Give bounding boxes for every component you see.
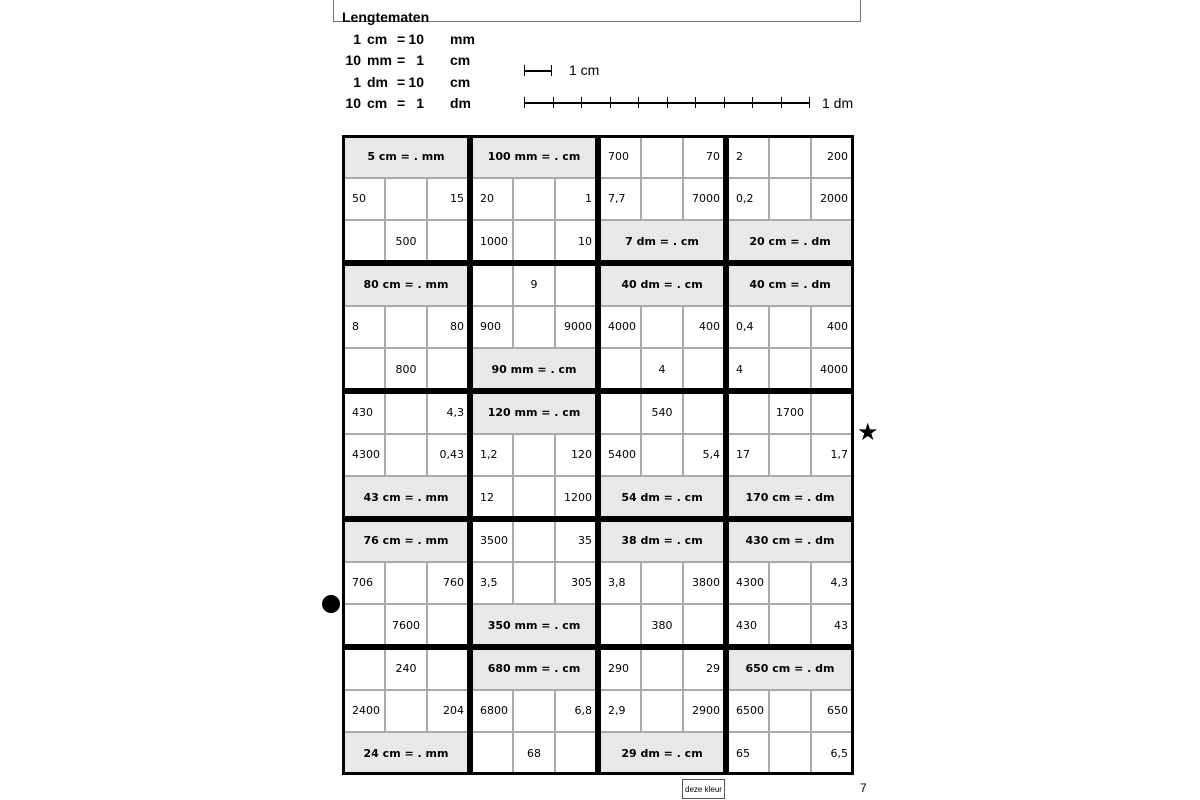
scale-tick [524,65,525,76]
number-cell [470,732,513,775]
number-cell [598,391,641,434]
number-cell [769,690,812,733]
conversion-prompt: 7 dm = . cm [598,220,726,263]
cell-value [770,605,811,646]
cell-value [642,563,683,604]
number-cell [683,604,726,647]
number-cell [555,178,598,221]
cell-value [642,435,683,476]
cell-value: 4 [736,363,743,377]
cell-value: 760 [442,576,464,590]
number-cell [342,220,385,263]
conversion-prompt: 680 mm = . cm [470,647,598,690]
number-cell [513,562,556,605]
cell-value: 17 [736,448,750,462]
equation-row [342,95,492,113]
conversion-prompt: 650 cm = . dm [726,647,854,690]
number-cell [427,391,470,434]
page-title: Lengtematen [342,9,430,25]
cell-value: 2900 [691,704,720,718]
cell-value: 6800 [480,704,508,718]
cell-value [514,691,555,732]
cell-value: 2 [736,149,743,163]
number-cell [513,434,556,477]
cell-value: 65 [736,747,750,761]
equation-row [342,74,492,92]
number-cell [555,690,598,733]
cell-value: 400 [826,320,848,334]
cell-value: 43 [833,619,848,633]
cell-value [514,563,555,604]
eq-unit: cm [450,74,471,90]
number-cell [470,519,513,562]
scale-tick [553,97,554,108]
cell-value: 3,8 [608,576,626,590]
color-legend-box: deze kleur [682,779,725,799]
cell-value: 12 [480,491,494,505]
number-cell [598,178,641,221]
number-cell [641,178,684,221]
number-cell [641,135,684,178]
number-cell [555,220,598,263]
eq-unit: mm [367,52,392,68]
cell-value [770,691,811,732]
conversion-prompt: 100 mm = . cm [470,135,598,178]
cell-value: 5400 [608,448,636,462]
eq-number: 1 [353,74,361,90]
scale-tick [610,97,611,108]
scale-tick [524,97,525,108]
conversion-prompt: 80 cm = . mm [342,263,470,306]
number-cell [598,604,641,647]
number-cell [641,434,684,477]
cell-value: 1000 [480,235,508,249]
number-cell [385,690,428,733]
conversion-prompt: 29 dm = . cm [598,732,726,775]
cell-value [770,349,811,390]
cell-value: 7000 [691,192,720,206]
number-cell [641,690,684,733]
cell-value: 29 [705,661,720,675]
eq-number: 10 [345,95,361,111]
eq-sign: = [397,52,406,68]
page-number: 7 [860,781,867,795]
number-cell [683,178,726,221]
cell-value [386,307,427,348]
cell-value: 500 [395,235,417,249]
scale-1dm-label: 1 dm [822,95,854,111]
number-cell [427,690,470,733]
number-cell [811,562,854,605]
number-cell [683,306,726,349]
conversion-prompt: 24 cm = . mm [342,732,470,775]
cell-value: 3800 [691,576,720,590]
number-cell [513,306,556,349]
cell-value: 7,7 [608,192,626,206]
conversion-prompt: 43 cm = . mm [342,476,470,519]
cell-value: 290 [608,661,629,675]
number-cell [769,135,812,178]
number-cell [811,604,854,647]
number-cell [470,690,513,733]
number-cell [470,476,513,519]
number-cell [427,220,470,263]
cell-value: 4300 [736,576,764,590]
dot-icon [322,595,340,613]
number-cell [470,178,513,221]
scale-tick [809,97,810,108]
number-cell [385,434,428,477]
number-cell [385,306,428,349]
cell-value: 0,2 [736,192,754,206]
number-cell [342,562,385,605]
number-cell [427,178,470,221]
cell-value: 80 [449,320,464,334]
number-cell [598,647,641,690]
number-cell [427,306,470,349]
cell-value [770,307,811,348]
eq-number: 10 [408,31,424,47]
cell-value [642,307,683,348]
conversion-prompt: 40 dm = . cm [598,263,726,306]
cell-value: 2000 [819,192,848,206]
conversion-prompt: 40 cm = . dm [726,263,854,306]
number-cell [385,178,428,221]
cell-value [642,179,683,220]
number-cell [641,647,684,690]
cell-value: 706 [352,576,373,590]
number-cell [811,178,854,221]
number-cell [641,306,684,349]
scale-tick [638,97,639,108]
eq-number: 1 [416,52,424,68]
number-cell [513,220,556,263]
cell-value: 20 [480,192,494,206]
number-cell [385,604,428,647]
star-icon: ★ [857,419,879,446]
conversion-grid [342,135,854,775]
cell-value: 650 [826,704,848,718]
cell-value: 4300 [352,448,380,462]
cell-value [642,691,683,732]
number-cell [555,434,598,477]
scale-1cm-line [524,70,552,72]
conversion-prompt: 20 cm = . dm [726,220,854,263]
cell-value: 2400 [352,704,380,718]
eq-sign: = [397,31,406,47]
eq-sign: = [397,74,406,90]
conversion-prompt: 430 cm = . dm [726,519,854,562]
cell-value: 4,3 [830,576,848,590]
cell-value: 4,3 [446,405,464,419]
cell-value: 0,4 [736,320,754,334]
number-cell [385,562,428,605]
number-cell [342,306,385,349]
conversion-prompt: 5 cm = . mm [342,135,470,178]
number-cell [726,690,769,733]
cell-value: 6,8 [574,704,592,718]
scale-tick [752,97,753,108]
cell-value: 10 [577,235,592,249]
cell-value: 540 [651,405,673,419]
cell-value: 7600 [391,619,420,633]
eq-sign: = [397,95,406,111]
number-cell [726,391,769,434]
cell-value [514,477,555,518]
scale-tick [724,97,725,108]
number-cell [598,135,641,178]
cell-value: 240 [395,661,417,675]
number-cell [811,434,854,477]
number-cell [342,391,385,434]
cell-value: 0,43 [439,448,464,462]
cell-value: 1 [584,192,592,206]
cell-value: 1200 [563,491,592,505]
conversion-prompt: 90 mm = . cm [470,348,598,391]
cell-value: 6,5 [830,747,848,761]
conversion-prompt: 170 cm = . dm [726,476,854,519]
number-cell [555,519,598,562]
number-cell [342,434,385,477]
cell-value: 15 [449,192,464,206]
number-cell [811,135,854,178]
cell-value [514,307,555,348]
number-cell [470,306,513,349]
cell-value: 1,2 [480,448,498,462]
eq-number: 10 [345,52,361,68]
cell-value [770,435,811,476]
equation-row [342,31,492,49]
number-cell [769,306,812,349]
cell-value [770,733,811,774]
number-cell [385,391,428,434]
cell-value [514,435,555,476]
cell-value: 4 [658,363,666,377]
number-cell [726,604,769,647]
number-cell [726,178,769,221]
number-cell [726,135,769,178]
cell-value: 6500 [736,704,764,718]
number-cell [342,348,385,391]
number-cell [683,562,726,605]
cell-value: 3500 [480,533,508,547]
eq-unit: cm [450,52,471,68]
number-cell [555,306,598,349]
number-cell [683,690,726,733]
equation-row [342,52,492,70]
number-cell [427,562,470,605]
number-cell [811,306,854,349]
cell-value [770,563,811,604]
conversion-prompt: 350 mm = . cm [470,604,598,647]
number-cell [470,220,513,263]
number-cell [385,348,428,391]
cell-value: 120 [570,448,592,462]
number-cell [385,647,428,690]
number-cell [726,306,769,349]
number-cell [683,348,726,391]
eq-unit: cm [367,95,388,111]
number-cell [811,391,854,434]
cell-value: 700 [608,149,629,163]
cell-value [514,520,555,561]
number-cell [641,604,684,647]
number-cell [513,690,556,733]
cell-value: 800 [395,363,417,377]
number-cell [726,434,769,477]
number-cell [726,732,769,775]
number-cell [769,562,812,605]
eq-unit: mm [450,31,475,47]
cell-value [386,563,427,604]
cell-value: 204 [442,704,464,718]
eq-number: 10 [408,74,424,90]
cell-value: 9000 [563,320,592,334]
number-cell [683,647,726,690]
number-cell [598,562,641,605]
cell-value [514,179,555,220]
cell-value [770,136,811,177]
number-cell [726,562,769,605]
number-cell [769,732,812,775]
number-cell [555,562,598,605]
cell-value: 70 [705,149,720,163]
eq-unit: cm [367,31,388,47]
cell-value: 430 [352,405,373,419]
number-cell [641,391,684,434]
eq-unit: dm [367,74,388,90]
scale-tick [581,97,582,108]
number-cell [598,348,641,391]
cell-value [770,179,811,220]
cell-value [386,179,427,220]
number-cell [598,306,641,349]
number-cell [769,391,812,434]
number-cell [513,178,556,221]
cell-value [386,691,427,732]
number-cell [385,220,428,263]
eq-number: 1 [353,31,361,47]
number-cell [342,647,385,690]
scale-tick [695,97,696,108]
number-cell [683,135,726,178]
number-cell [683,391,726,434]
conversion-prompt: 120 mm = . cm [470,391,598,434]
number-cell [427,647,470,690]
scale-1cm-label: 1 cm [569,62,600,78]
cell-value: 50 [352,192,366,206]
number-cell [470,434,513,477]
cell-value [642,648,683,689]
number-cell [641,562,684,605]
cell-value: 4000 [819,363,848,377]
cell-value: 3,5 [480,576,498,590]
number-cell [470,562,513,605]
conversion-prompt: 76 cm = . mm [342,519,470,562]
number-cell [555,263,598,306]
cell-value: 2,9 [608,704,626,718]
cell-value: 68 [526,747,541,761]
number-cell [683,434,726,477]
number-cell [769,348,812,391]
number-cell [726,348,769,391]
conversion-prompt: 54 dm = . cm [598,476,726,519]
scale-tick [781,97,782,108]
eq-number: 1 [416,95,424,111]
number-cell [342,178,385,221]
number-cell [598,434,641,477]
number-cell [769,434,812,477]
scale-tick [551,65,552,76]
cell-value: 1700 [775,405,804,419]
cell-value [514,221,555,262]
eq-unit: dm [450,95,471,111]
number-cell [811,690,854,733]
conversion-prompt: 38 dm = . cm [598,519,726,562]
number-cell [811,732,854,775]
number-cell [470,263,513,306]
number-cell [513,519,556,562]
cell-value: 900 [480,320,501,334]
number-cell [598,690,641,733]
cell-value: 430 [736,619,757,633]
number-cell [513,732,556,775]
cell-value: 200 [826,149,848,163]
number-cell [769,178,812,221]
cell-value: 305 [570,576,592,590]
number-cell [513,263,556,306]
cell-value [386,435,427,476]
number-cell [342,690,385,733]
cell-value [642,136,683,177]
number-cell [555,476,598,519]
cell-value: 8 [352,320,359,334]
cell-value: 9 [530,277,538,291]
number-cell [555,732,598,775]
number-cell [811,348,854,391]
cell-value: 4000 [608,320,636,334]
cell-value [386,392,427,433]
number-cell [427,434,470,477]
cell-value: 5,4 [702,448,720,462]
number-cell [769,604,812,647]
number-cell [427,604,470,647]
number-cell [513,476,556,519]
cell-value: 400 [698,320,720,334]
cell-value: 1,7 [830,448,848,462]
cell-value: 35 [577,533,592,547]
scale-tick [667,97,668,108]
cell-value: 380 [651,619,673,633]
number-cell [641,348,684,391]
number-cell [342,604,385,647]
number-cell [427,348,470,391]
